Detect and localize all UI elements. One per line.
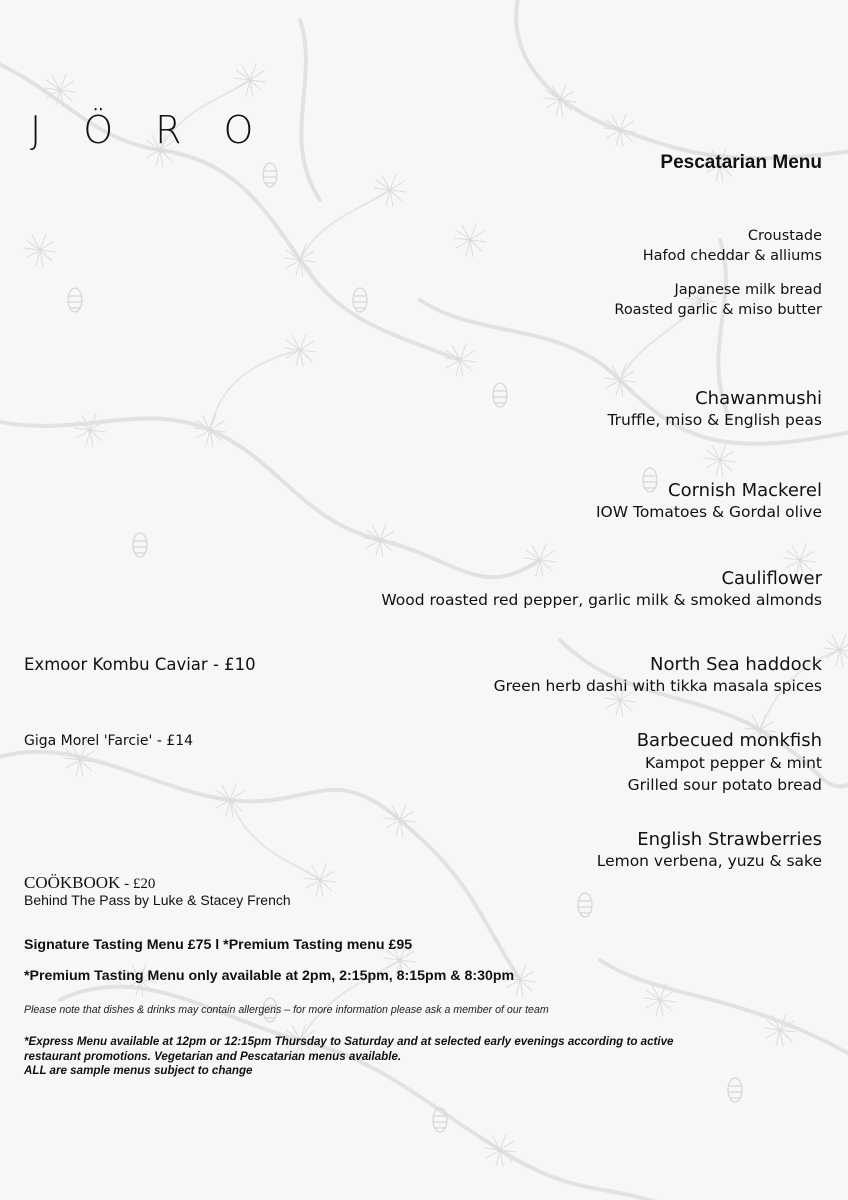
snack-desc: Roasted garlic & miso butter (614, 302, 822, 318)
cookbook-block (24, 873, 291, 908)
snack-name: Japanese milk bread (674, 282, 822, 298)
supplement-kombu-caviar: Exmoor Kombu Caviar - £10 (24, 655, 256, 674)
snack-name: Croustade (747, 228, 822, 244)
course-desc: Green herb dashi with tikka masala spices (493, 677, 822, 695)
course-name: English Strawberries (637, 829, 822, 850)
course-desc: Kampot pepper & mint (644, 754, 822, 772)
footer-line: restaurant promotions. Vegetarian and Pescatarian menus available. (24, 1049, 402, 1063)
course-desc: Grilled sour potato bread (627, 776, 822, 794)
course-english-strawberries (597, 829, 822, 871)
menu-title: Pescatarian Menu (660, 152, 822, 173)
course-desc: Wood roasted red pepper, garlic milk & smoked almonds (381, 591, 822, 609)
footer-line: ALL are sample menus subject to change (24, 1064, 253, 1077)
express-menu-footer (24, 1035, 804, 1079)
course-name: Cauliflower (721, 568, 822, 589)
allergen-note: Please note that dishes & drinks may contain allergens – for more information please ask a member of our team (24, 1004, 549, 1016)
course-name: North Sea haddock (650, 654, 822, 675)
course-cornish-mackerel (596, 480, 822, 522)
snack-milk-bread (614, 280, 822, 320)
course-desc: Lemon verbena, yuzu & sake (596, 852, 822, 870)
joro-logo: JÖRO (30, 108, 296, 152)
snack-desc: Hafod cheddar & alliums (642, 248, 822, 264)
course-chawanmushi (607, 388, 822, 430)
course-name: Cornish Mackerel (668, 480, 822, 501)
course-name: Barbecued monkfish (636, 730, 822, 751)
course-north-sea-haddock (494, 654, 822, 696)
course-cauliflower (381, 568, 822, 610)
course-name: Chawanmushi (695, 388, 822, 409)
snack-croustade (643, 226, 822, 266)
premium-availability: *Premium Tasting Menu only available at 2pm, 2:15pm, 8:15pm & 8:30pm (24, 968, 515, 984)
cookbook-title: COÖKBOOK (24, 873, 121, 892)
tasting-menu-prices: Signature Tasting Menu £75 l *Premium Tasting menu £95 (24, 937, 413, 953)
footer-line: *Express Menu available at 12pm or 12:15pm Thursday to Saturday and at selected early evenings according to active (24, 1035, 674, 1048)
course-desc: Truffle, miso & English peas (607, 411, 822, 429)
cookbook-price: - £20 (120, 876, 156, 892)
cookbook-subtitle: Behind The Pass by Luke & Stacey French (24, 892, 291, 908)
supplement-giga-morel: Giga Morel 'Farcie' - £14 (24, 733, 194, 749)
course-barbecued-monkfish (628, 730, 822, 795)
course-desc: IOW Tomatoes & Gordal olive (595, 503, 822, 521)
